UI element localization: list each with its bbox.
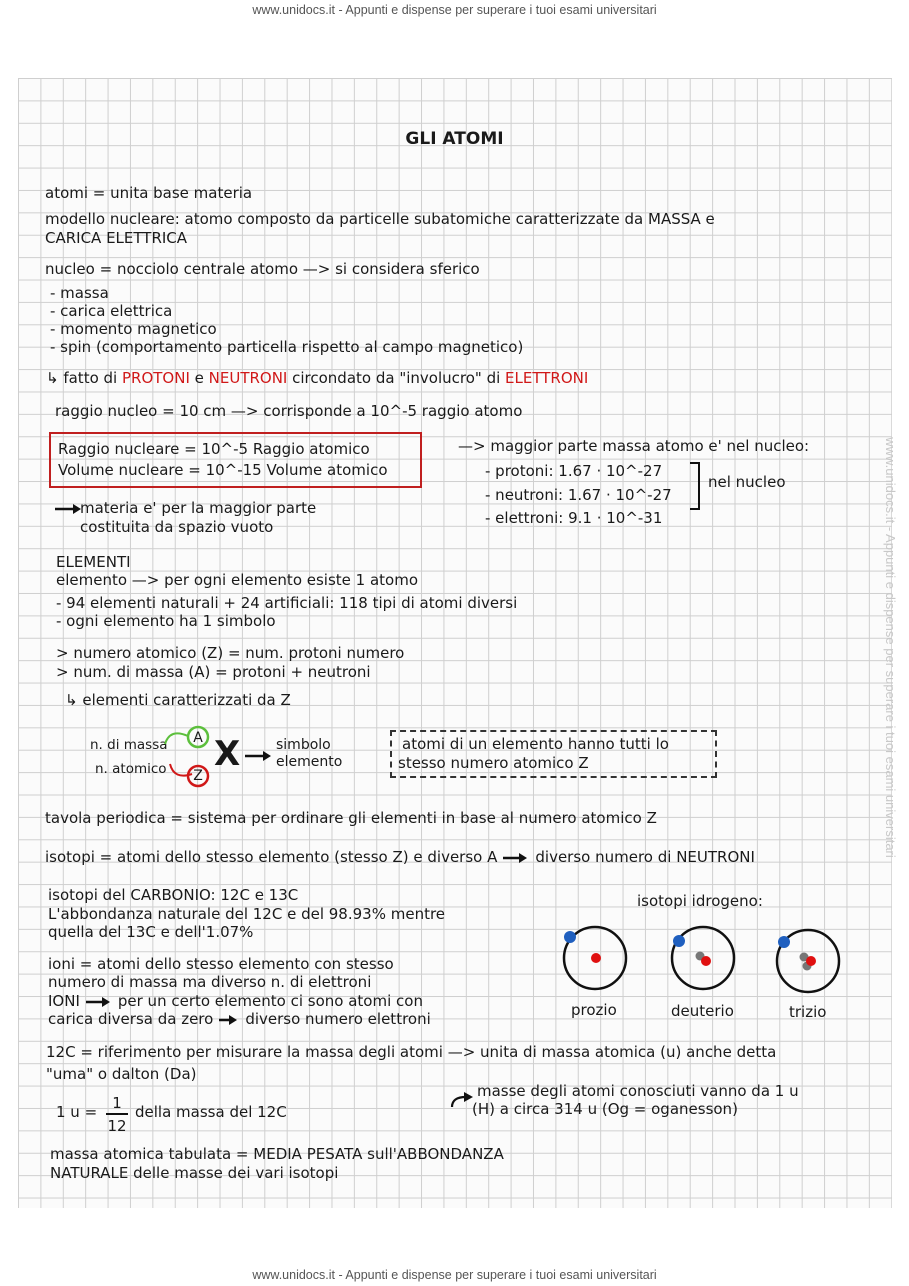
text-ioni-1: ioni = atomi dello stesso elemento con stesso bbox=[48, 955, 394, 973]
label-prozio: prozio bbox=[571, 1001, 617, 1019]
list-item-prop: - spin (comportamento particella rispetto al campo magnetico) bbox=[50, 338, 524, 356]
text-tabulata-2: NATURALE delle masse dei vari isotopi bbox=[50, 1164, 339, 1182]
text-ioni-3: IONI per un certo elemento ci sono atomi con bbox=[48, 992, 423, 1010]
text-box-volume: Volume nucleare = 10^-15 Volume atomico bbox=[58, 461, 388, 479]
nuclide-notation-diagram bbox=[160, 722, 220, 792]
text-maggior-parte: —> maggior parte massa atomo e' nel nucleo: bbox=[458, 437, 810, 455]
text-1u: 1 u = bbox=[56, 1103, 98, 1121]
label-deuterio: deuterio bbox=[671, 1002, 734, 1020]
text-atomi: atomi = unita base materia bbox=[45, 184, 253, 202]
text-della-massa: della massa del 12C bbox=[135, 1103, 287, 1121]
text-protoni: PROTONI bbox=[121, 369, 190, 387]
arrow-right-icon bbox=[86, 996, 112, 1008]
label-trizio: trizio bbox=[789, 1003, 827, 1021]
text-carbonio-1: isotopi del CARBONIO: 12C e 13C bbox=[48, 886, 299, 904]
fraction-bar bbox=[106, 1113, 128, 1115]
label-n-di-massa: n. di massa bbox=[90, 737, 168, 753]
label-simbolo: simbolo bbox=[276, 737, 331, 753]
text-nucleo: nucleo = nocciolo centrale atomo —> si considera sferico bbox=[45, 260, 480, 278]
text-ioni-4: carica diversa da zero diverso numero elettroni bbox=[48, 1010, 431, 1028]
bracket-nel-nucleo bbox=[690, 462, 700, 510]
text-note-1: atomi di un elemento hanno tutti lo bbox=[402, 735, 669, 753]
text-raggio: raggio nucleo = 10 cm —> corrisponde a 10^-5 raggio atomo bbox=[55, 402, 523, 420]
list-item-prop: - momento magnetico bbox=[50, 320, 217, 338]
text-massa-neutroni: - neutroni: 1.67 · 10^-27 bbox=[485, 486, 672, 504]
list-item-prop: - carica elettrica bbox=[50, 302, 173, 320]
page-title: GLI ATOMI bbox=[405, 129, 504, 149]
text-numero-massa: > num. di massa (A) = protoni + neutroni bbox=[56, 663, 371, 681]
text-elemento: elemento —> per ogni elemento esiste 1 atomo bbox=[56, 571, 419, 589]
text-elementi-94: - 94 elementi naturali + 24 artificiali: 118 tipi di atomi diversi bbox=[56, 594, 518, 612]
arrow-right-icon bbox=[245, 750, 275, 762]
arrow-right-icon bbox=[503, 852, 529, 864]
arrow-right-icon bbox=[55, 503, 83, 515]
text-isotopi-definizione: isotopi = atomi dello stesso elemento (stesso Z) e diverso A diverso numero di NEUTRONI bbox=[45, 848, 755, 866]
label-elemento: elemento bbox=[276, 754, 343, 770]
text-simbolo-line: - ogni elemento ha 1 simbolo bbox=[56, 612, 276, 630]
text-tavola-periodica: tavola periodica = sistema per ordinare gli elementi in base al numero atomico Z bbox=[45, 809, 657, 827]
label-n-atomico: n. atomico bbox=[95, 761, 167, 777]
text-numero-atomico: > numero atomico (Z) = num. protoni numero bbox=[56, 644, 405, 662]
label-A: A bbox=[193, 730, 203, 746]
text-elettroni: ELETTRONI bbox=[505, 369, 589, 387]
hydrogen-isotopes-diagram bbox=[555, 920, 825, 1000]
text-modello-1: modello nucleare: atomo composto da particelle subatomiche caratterizzate da MASSA e bbox=[45, 210, 715, 228]
text-massa-protoni: - protoni: 1.67 · 10^-27 bbox=[485, 462, 663, 480]
page-header-watermark: www.unidocs.it - Appunti e dispense per superare i tuoi esami universitari bbox=[252, 3, 657, 17]
text-isotopi-idrogeno: isotopi idrogeno: bbox=[637, 892, 763, 910]
fraction-denominator: 12 bbox=[107, 1117, 127, 1135]
text-carbonio-3: quella del 13C e dell'1.07% bbox=[48, 923, 254, 941]
label-X: X bbox=[214, 734, 241, 774]
list-item-prop: - massa bbox=[50, 284, 109, 302]
text-fatto-di: ↳ fatto di PROTONI e NEUTRONI circondato da "involucro" di ELETTRONI bbox=[46, 369, 589, 387]
grid-paper-background bbox=[18, 78, 892, 1208]
text-box-raggio: Raggio nucleare = 10^-5 Raggio atomico bbox=[58, 440, 370, 458]
text-caratterizzati: ↳ elementi caratterizzati da Z bbox=[65, 691, 291, 709]
text-materia-2: costituita da spazio vuoto bbox=[80, 518, 274, 536]
text-modello-2: CARICA ELETTRICA bbox=[45, 229, 188, 247]
text-massa-elettroni: - elettroni: 9.1 · 10^-31 bbox=[485, 509, 663, 527]
label-Z: Z bbox=[193, 768, 203, 784]
text-nel-nucleo: nel nucleo bbox=[708, 473, 786, 491]
text-ioni-2: numero di massa ma diverso n. di elettroni bbox=[48, 973, 372, 991]
text-12c-riferimento-2: "uma" o dalton (Da) bbox=[46, 1065, 197, 1083]
text-carbonio-2: L'abbondanza naturale del 12C e del 98.93% mentre bbox=[48, 905, 446, 923]
page-footer-watermark: www.unidocs.it - Appunti e dispense per superare i tuoi esami universitari bbox=[252, 1268, 657, 1282]
text-elementi-heading: ELEMENTI bbox=[56, 553, 131, 571]
text-note-2: stesso numero atomico Z bbox=[398, 754, 589, 772]
text-tabulata-1: massa atomica tabulata = MEDIA PESATA sull'ABBONDANZA bbox=[50, 1145, 504, 1163]
side-watermark-right: www.unidocs.it - Appunti e dispense per superare i tuoi esami universitari bbox=[882, 437, 898, 858]
arrow-right-icon bbox=[219, 1014, 239, 1026]
text-materia-1: materia e' per la maggior parte bbox=[80, 499, 317, 517]
text-neutroni: NEUTRONI bbox=[208, 369, 288, 387]
text-12c-riferimento-1: 12C = riferimento per misurare la massa degli atomi —> unita di massa atomica (u) anche detta bbox=[46, 1043, 777, 1061]
text-masse-2: (H) a circa 314 u (Og = oganesson) bbox=[472, 1100, 738, 1118]
text-masse-1: masse degli atomi conosciuti vanno da 1 u bbox=[477, 1082, 799, 1100]
fraction-numerator: 1 bbox=[112, 1094, 122, 1112]
